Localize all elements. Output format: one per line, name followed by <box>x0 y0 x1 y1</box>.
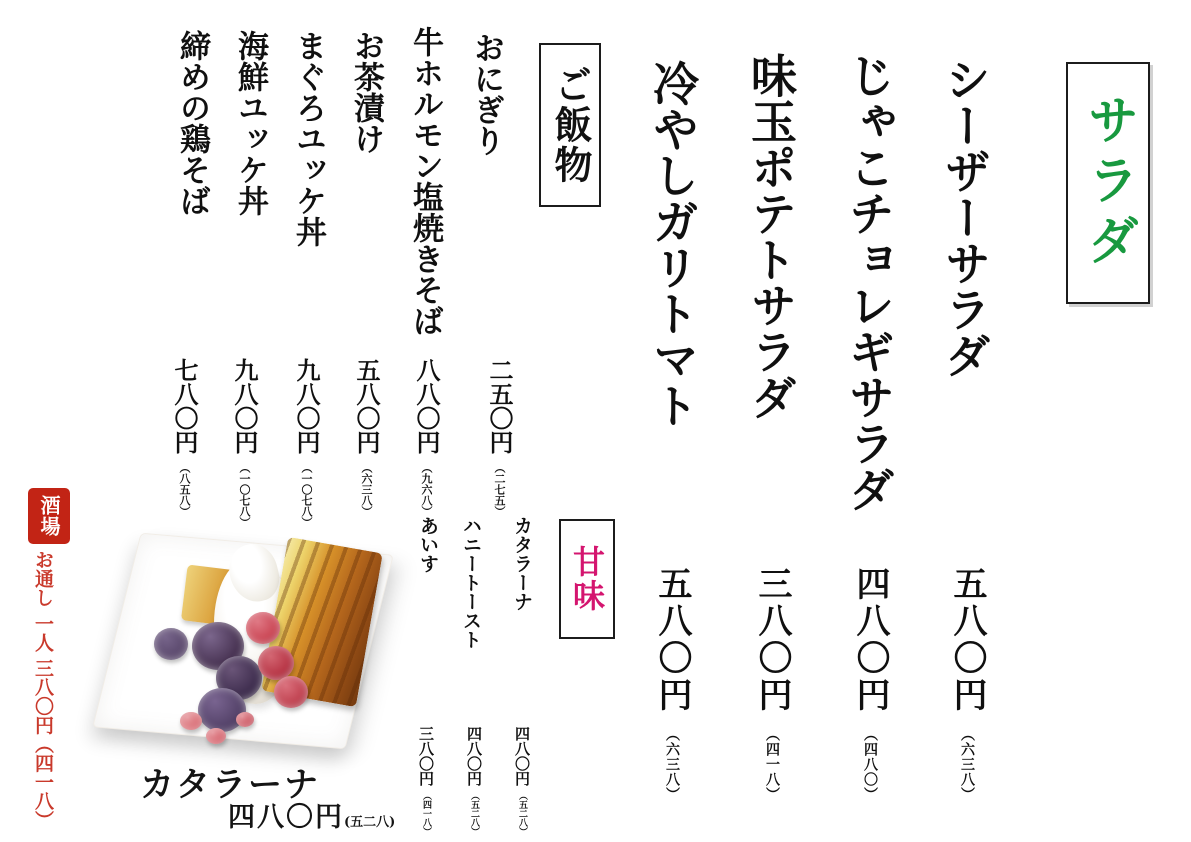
section-header-salad <box>1066 62 1150 304</box>
menu-item-name: シーザーサラダ <box>938 56 992 378</box>
price-tax-incl: （六三八） <box>360 462 373 517</box>
photo-caption-name: カタラーナ <box>140 765 320 805</box>
price-amount: 八八〇円 <box>412 358 441 454</box>
menu-item-price <box>292 358 321 528</box>
section-header-rice <box>539 43 601 207</box>
price-tax-incl: （二七五） <box>493 462 506 517</box>
price-tax-incl: （五二八） <box>469 791 479 836</box>
berry-piece <box>206 728 226 744</box>
menu-item-price <box>947 566 987 802</box>
price-tax-incl: （四一八） <box>764 727 780 802</box>
berry-piece <box>236 712 254 727</box>
menu-item-price <box>230 358 259 528</box>
price-amount: 四八〇円 <box>513 726 531 786</box>
price-tax-incl: （一〇七八） <box>238 462 251 528</box>
price-tax-incl: （九六八） <box>420 462 433 517</box>
sakaba-stamp-text: 酒場 <box>37 495 61 537</box>
price-amount: 三八〇円 <box>752 566 792 714</box>
price-tax-incl: （四一八） <box>421 791 431 836</box>
sakaba-stamp <box>28 488 70 544</box>
price-tax-incl: （六三八） <box>664 727 680 802</box>
menu-item-price <box>850 566 890 802</box>
menu-item-price <box>752 566 792 802</box>
menu-item-name: 味玉ポテトサラダ <box>744 52 798 420</box>
photo-caption-price <box>228 804 395 831</box>
menu-item-name: 締めの鶏そば <box>174 30 210 216</box>
raspberry <box>274 676 308 708</box>
menu-item-name: 冷やしガリトマト <box>646 60 700 428</box>
menu-item-name: 海鮮ユッケ丼 <box>232 30 268 216</box>
menu-item-name: まぐろユッケ丼 <box>290 30 326 247</box>
price-amount: 七八〇円 <box>170 358 199 454</box>
menu-item-name: あいす <box>417 516 439 573</box>
menu-item-price <box>514 726 529 836</box>
menu-item-price <box>352 358 381 517</box>
price-amount: 五八〇円 <box>352 358 381 454</box>
section-title-salad: サラダ <box>1078 93 1139 273</box>
menu-item-price <box>652 566 692 802</box>
price-amount: 五八〇円 <box>947 566 987 714</box>
price-amount: 二五〇円 <box>485 358 514 454</box>
section-title-sweets: 甘味 <box>568 545 606 613</box>
price-tax-incl: （一〇七八） <box>300 462 313 528</box>
menu-item-name: カタラーナ <box>511 516 533 611</box>
price-amount: 四八〇円 <box>228 802 344 833</box>
price-tax-incl: (五二八) <box>344 815 396 830</box>
raspberry <box>258 646 294 680</box>
menu-item-name: じゃこチョレギサラダ <box>842 52 896 512</box>
menu-item-price <box>466 726 481 836</box>
menu-item-price <box>412 358 441 517</box>
raspberry <box>246 612 280 644</box>
price-amount: 四八〇円 <box>850 566 890 714</box>
price-amount: 三八〇円 <box>417 726 435 786</box>
price-amount: 九八〇円 <box>230 358 259 454</box>
menu-item-name: 牛ホルモン塩焼きそば <box>407 26 443 336</box>
menu-item-price <box>485 358 514 517</box>
section-header-sweets <box>559 519 615 639</box>
menu-item-price <box>170 358 199 517</box>
price-tax-incl: （八五八） <box>178 462 191 517</box>
menu-item-name: お茶漬け <box>348 30 384 154</box>
otoshi-notice: お通し 一人 三八〇円（四一八） <box>32 550 54 830</box>
price-tax-incl: （六三八） <box>959 727 975 802</box>
berry-piece <box>180 712 202 730</box>
menu-item-name: おにぎり <box>468 32 504 156</box>
menu-item-name: ハニートースト <box>460 516 482 649</box>
price-amount: 九八〇円 <box>292 358 321 454</box>
price-amount: 四八〇円 <box>465 726 483 786</box>
blueberry <box>154 628 188 660</box>
price-tax-incl: （四八〇） <box>862 727 878 802</box>
price-amount: 五八〇円 <box>652 566 692 714</box>
price-tax-incl: （五二八） <box>517 791 527 836</box>
section-title-rice: ご飯物 <box>548 65 593 185</box>
